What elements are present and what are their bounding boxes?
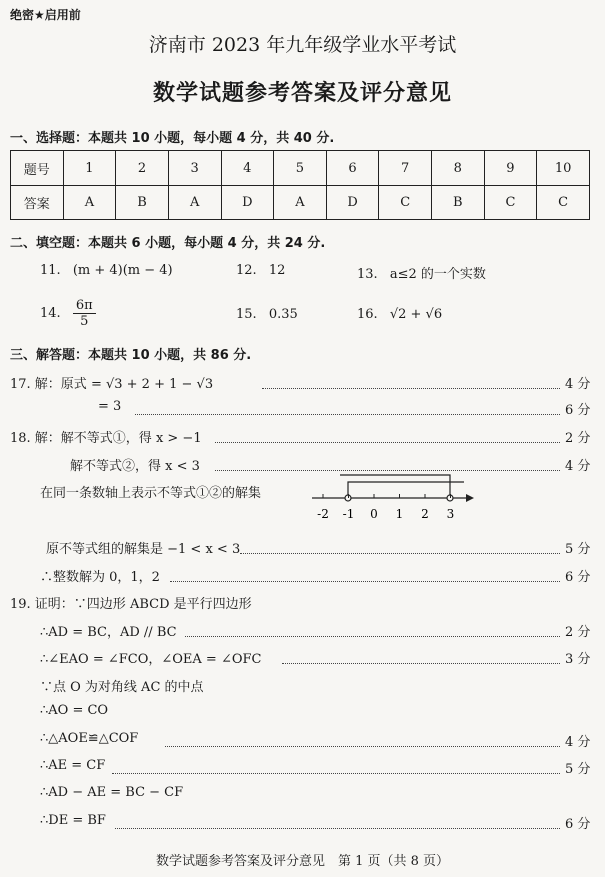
solution-line: 18. 解：解不等式①，得 x > −1 xyxy=(10,431,202,446)
score-mark: 5 分 xyxy=(565,762,591,777)
confidential-mark: 绝密★启用前 xyxy=(10,8,81,22)
solution-line: ∴AE = CF xyxy=(40,758,106,773)
section2-heading: 二、填空题：本题共 6 小题，每小题 4 分，共 24 分. xyxy=(10,236,326,251)
solution-line: 原不等式组的解集是 −1 < x < 3 xyxy=(46,542,241,557)
item-number: 11. xyxy=(40,263,61,278)
table-cell: D xyxy=(221,186,274,220)
solution-line: 在同一条数轴上表示不等式①②的解集 xyxy=(40,486,262,501)
item-number: 14. xyxy=(40,306,61,321)
table-cell: A xyxy=(168,186,221,220)
fill-item-12 xyxy=(236,263,285,278)
dot-leader xyxy=(185,636,560,637)
table-cell: 10 xyxy=(537,151,590,186)
solution-line: ∵点 O 为对角线 AC 的中点 xyxy=(40,680,204,695)
answer-table xyxy=(10,150,590,220)
solution-line: ∴∠EAO = ∠FCO，∠OEA = ∠OFC xyxy=(40,652,262,667)
score-mark: 6 分 xyxy=(565,817,591,832)
dot-leader xyxy=(215,442,560,443)
item-answer: (m + 4)(m − 4) xyxy=(72,263,173,278)
table-row-numbers xyxy=(11,151,590,186)
item-number: 16. xyxy=(357,307,378,322)
table-cell: D xyxy=(326,186,379,220)
item-number: 13. xyxy=(357,267,378,282)
table-cell: 8 xyxy=(432,151,485,186)
table-cell: 9 xyxy=(484,151,537,186)
solution-line: ∴DE = BF xyxy=(40,813,106,828)
fill-item-15 xyxy=(236,307,298,322)
table-cell: A xyxy=(274,186,327,220)
solution-x-lt-3 xyxy=(340,475,450,498)
exam-title: 济南市 2023 年九年级学业水平考试 xyxy=(148,34,457,56)
score-mark: 4 分 xyxy=(565,377,591,392)
item-answer: 0.35 xyxy=(268,307,298,322)
score-mark: 2 分 xyxy=(565,431,591,446)
table-cell: 1 xyxy=(63,151,116,186)
table-header-cell: 题号 xyxy=(11,151,64,186)
score-mark: 6 分 xyxy=(565,570,591,585)
tick-label: 0 xyxy=(370,507,378,521)
solution-line: 17. 解：原式 = √3 + 2 + 1 − √3 xyxy=(10,377,214,392)
solution-line: ∴整数解为 0，1，2 xyxy=(40,570,160,585)
dot-leader xyxy=(262,388,560,389)
score-mark: 3 分 xyxy=(565,652,591,667)
tick-label: 1 xyxy=(395,507,404,521)
tick-label: -1 xyxy=(342,507,355,521)
fraction-numerator: 6π xyxy=(73,298,96,314)
dot-leader xyxy=(165,746,560,747)
table-cell: C xyxy=(379,186,432,220)
dot-leader xyxy=(112,773,560,774)
solution-line: ∴△AOE≌△COF xyxy=(40,731,139,746)
page-footer: 数学试题参考答案及评分意见 第 1 页（共 8 页） xyxy=(155,854,450,869)
section1-heading: 一、选择题：本题共 10 小题，每小题 4 分，共 40 分. xyxy=(10,131,335,146)
tick-label: -2 xyxy=(317,507,329,521)
table-cell: B xyxy=(116,186,169,220)
solution-x-gt-neg1 xyxy=(348,482,464,498)
item-number: 12. xyxy=(236,263,257,278)
score-mark: 4 分 xyxy=(565,735,591,750)
table-row-answers xyxy=(11,186,590,220)
solution-line: ∴AO = CO xyxy=(40,703,109,718)
dot-leader xyxy=(135,414,560,415)
score-mark: 2 分 xyxy=(565,625,591,640)
dot-leader xyxy=(282,663,560,664)
document-subtitle: 数学试题参考答案及评分意见 xyxy=(152,81,452,106)
table-cell: 7 xyxy=(379,151,432,186)
table-cell: 4 xyxy=(221,151,274,186)
dot-leader xyxy=(240,553,560,554)
item-number: 15. xyxy=(236,307,257,322)
score-mark: 5 分 xyxy=(565,542,591,557)
solution-line: ∴AD = BC，AD // BC xyxy=(40,625,177,640)
table-cell: 2 xyxy=(116,151,169,186)
table-cell: A xyxy=(63,186,116,220)
score-mark: 6 分 xyxy=(565,403,591,418)
solution-line: 19. 证明：∵四边形 ABCD 是平行四边形 xyxy=(10,597,252,612)
fill-item-14 xyxy=(40,298,96,329)
solution-line: 解不等式②，得 x < 3 xyxy=(70,459,200,474)
table-cell: 5 xyxy=(274,151,327,186)
axis-arrow xyxy=(466,494,474,502)
tick-label: 2 xyxy=(421,507,429,521)
item-answer: a≤2 的一个实数 xyxy=(389,267,486,282)
table-cell: 6 xyxy=(326,151,379,186)
table-cell: 3 xyxy=(168,151,221,186)
solution-line: ∴AD − AE = BC − CF xyxy=(40,785,184,800)
dot-leader xyxy=(170,581,560,582)
number-line-diagram xyxy=(308,470,478,526)
fraction xyxy=(73,298,96,329)
item-answer: 12 xyxy=(268,263,286,278)
table-cell: B xyxy=(432,186,485,220)
fill-item-11 xyxy=(40,263,173,278)
section3-heading: 三、解答题：本题共 10 小题，共 86 分. xyxy=(10,348,252,363)
fill-item-13 xyxy=(357,263,486,282)
tick-label: 3 xyxy=(446,507,455,521)
score-mark: 4 分 xyxy=(565,459,591,474)
table-cell: C xyxy=(484,186,537,220)
table-cell: C xyxy=(537,186,590,220)
fill-item-16 xyxy=(357,307,442,322)
fraction-denominator: 5 xyxy=(80,314,89,329)
item-answer: √2 + √6 xyxy=(389,307,443,322)
table-header-cell: 答案 xyxy=(11,186,64,220)
dot-leader xyxy=(115,828,560,829)
solution-line: = 3 xyxy=(98,399,122,414)
